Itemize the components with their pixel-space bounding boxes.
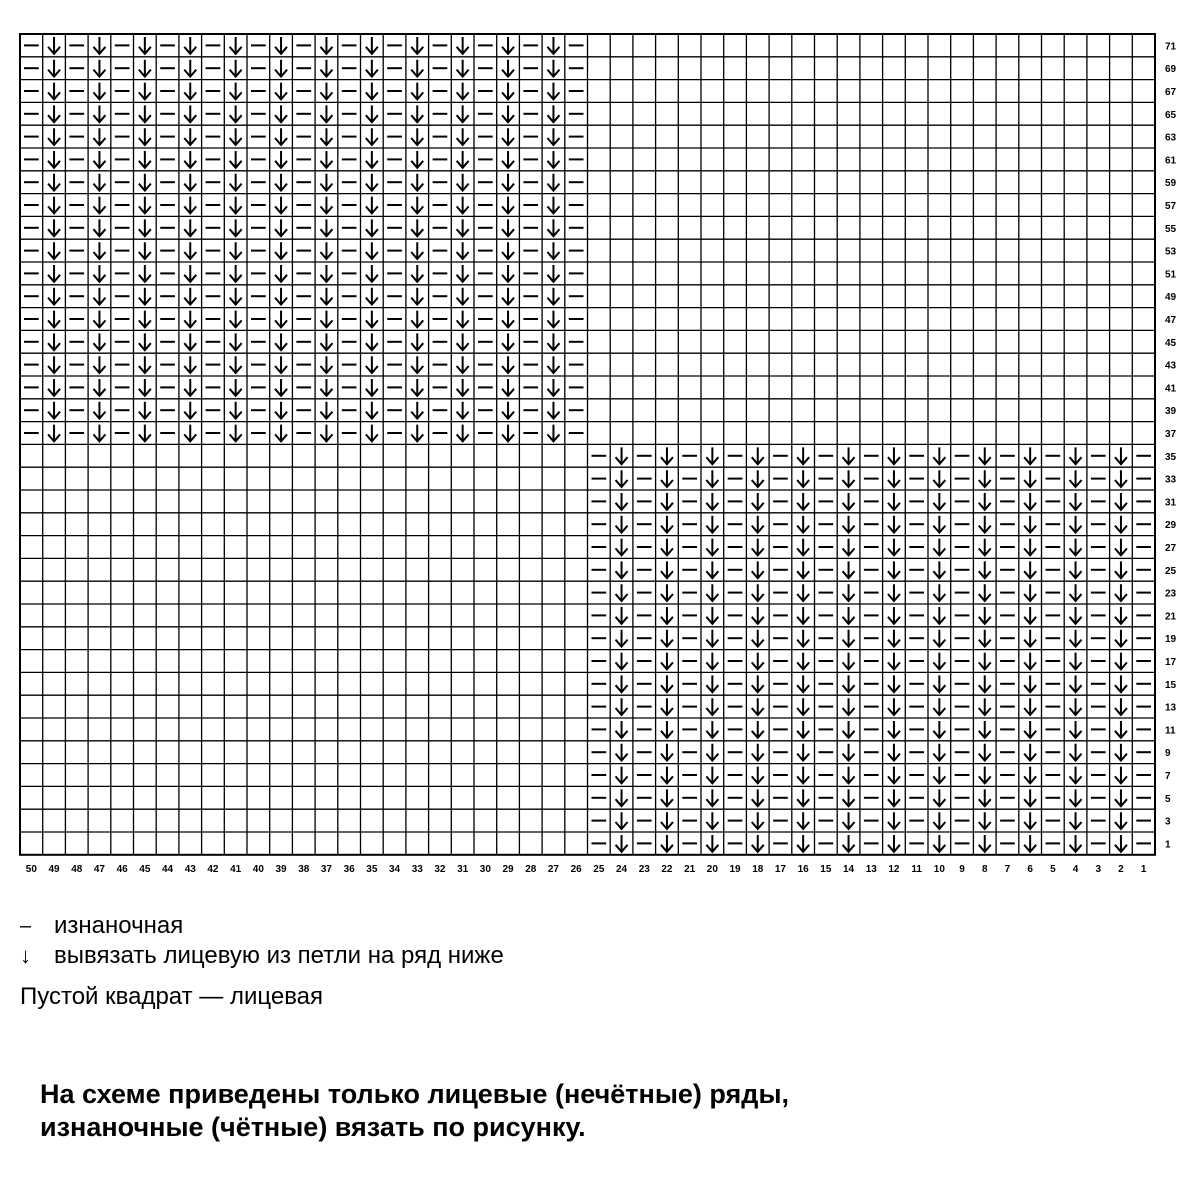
row-number-label: 35 <box>1165 451 1177 463</box>
row-number-label: 19 <box>1165 634 1177 646</box>
column-number-label: 10 <box>933 863 945 875</box>
row-number-label: 41 <box>1165 383 1177 395</box>
row-number-label: 45 <box>1165 337 1177 349</box>
note-line-2: изнаночные (чётные) вязать по рисунку. <box>40 1112 586 1142</box>
column-number-label: 32 <box>434 863 446 875</box>
row-number-label: 3 <box>1165 816 1171 828</box>
column-number-label: 45 <box>139 863 151 875</box>
note-line-1: На схеме приведены только лицевые (нечётные) ряды, <box>40 1079 789 1109</box>
row-number-label: 47 <box>1165 315 1177 326</box>
row-number-label: 17 <box>1165 657 1177 668</box>
column-number-label: 19 <box>729 863 741 875</box>
column-number-label: 40 <box>252 863 264 875</box>
column-number-label: 31 <box>457 863 469 875</box>
column-number-label: 29 <box>502 863 514 875</box>
note <box>40 1078 789 1144</box>
row-number-label: 63 <box>1165 132 1177 144</box>
row-number-label: 29 <box>1165 520 1177 532</box>
column-number-label: 17 <box>774 863 787 875</box>
row-number-label: 27 <box>1165 543 1177 554</box>
row-number-label: 71 <box>1165 41 1177 53</box>
row-number-label: 49 <box>1165 292 1177 304</box>
column-number-label: 13 <box>865 863 877 875</box>
legend-knit-below-label: вывязать лицевую из петли на ряд ниже <box>54 942 504 969</box>
purl-symbol-icon: – <box>20 915 32 937</box>
column-number-label: 23 <box>638 863 650 875</box>
column-number-label: 37 <box>320 863 333 875</box>
column-number-label: 33 <box>411 863 423 875</box>
column-number-label: 44 <box>161 863 174 875</box>
column-number-label: 6 <box>1027 863 1033 875</box>
row-number-label: 7 <box>1165 771 1171 782</box>
row-number-label: 13 <box>1165 702 1177 714</box>
column-number-label: 34 <box>388 863 401 875</box>
column-number-label: 20 <box>706 863 718 875</box>
column-number-label: 21 <box>684 863 696 875</box>
arrow-down-icon: ↓ <box>20 943 31 968</box>
column-number-label: 43 <box>184 863 196 875</box>
legend-purl-label: изнаночная <box>54 912 184 939</box>
column-number-label: 35 <box>366 863 378 875</box>
column-number-label: 38 <box>298 863 310 875</box>
column-number-label: 12 <box>888 863 900 875</box>
column-number-label: 42 <box>207 863 219 875</box>
legend-purl <box>20 914 183 938</box>
column-number-label: 3 <box>1095 863 1102 875</box>
row-number-label: 69 <box>1165 64 1177 76</box>
column-number-label: 9 <box>959 863 965 875</box>
row-number-label: 37 <box>1165 429 1177 440</box>
row-number-label: 55 <box>1165 223 1177 235</box>
column-number-label: 24 <box>615 863 628 875</box>
row-number-label: 15 <box>1165 679 1177 691</box>
row-number-label: 43 <box>1165 360 1177 372</box>
column-number-label: 15 <box>820 863 832 875</box>
row-number-label: 33 <box>1165 474 1177 486</box>
row-number-label: 59 <box>1165 178 1177 190</box>
column-number-label: 26 <box>570 863 582 875</box>
column-number-label: 8 <box>981 863 988 875</box>
column-number-label: 39 <box>275 863 287 875</box>
column-number-label: 28 <box>525 863 537 875</box>
row-number-label: 67 <box>1165 87 1177 98</box>
column-number-label: 47 <box>93 863 106 875</box>
row-number-label: 5 <box>1165 793 1171 805</box>
column-number-label: 49 <box>48 863 60 875</box>
row-number-label: 9 <box>1165 748 1171 760</box>
row-number-label: 65 <box>1165 109 1177 121</box>
legend-knit <box>20 985 323 1009</box>
legend-knit-label: Пустой квадрат — лицевая <box>20 983 324 1010</box>
column-number-label: 4 <box>1072 863 1079 875</box>
column-number-label: 36 <box>343 863 355 875</box>
column-number-label: 46 <box>116 863 128 875</box>
row-number-label: 1 <box>1165 839 1171 851</box>
column-number-label: 41 <box>230 863 242 875</box>
column-number-label: 2 <box>1118 863 1124 875</box>
column-number-label: 16 <box>797 863 809 875</box>
column-number-label: 11 <box>911 863 922 875</box>
column-number-label: 1 <box>1140 863 1147 875</box>
row-number-label: 39 <box>1165 406 1177 418</box>
row-number-label: 25 <box>1165 565 1177 577</box>
column-number-label: 5 <box>1050 863 1056 875</box>
row-number-label: 53 <box>1165 246 1177 258</box>
column-number-label: 48 <box>71 863 83 875</box>
row-number-label: 57 <box>1165 201 1177 212</box>
column-number-label: 22 <box>661 863 673 875</box>
row-number-label: 51 <box>1165 269 1177 281</box>
column-number-label: 30 <box>479 863 491 875</box>
row-number-label: 61 <box>1165 155 1177 167</box>
column-number-label: 18 <box>752 863 764 875</box>
row-number-label: 31 <box>1165 497 1177 509</box>
row-number-label: 21 <box>1165 611 1177 623</box>
row-number-label: 11 <box>1165 725 1176 737</box>
legend-knit-below <box>20 944 504 968</box>
column-number-label: 27 <box>547 863 560 875</box>
row-number-label: 23 <box>1165 588 1177 600</box>
column-number-label: 50 <box>25 863 37 875</box>
column-number-label: 25 <box>593 863 605 875</box>
column-number-label: 7 <box>1004 863 1011 875</box>
column-number-label: 14 <box>842 863 855 875</box>
